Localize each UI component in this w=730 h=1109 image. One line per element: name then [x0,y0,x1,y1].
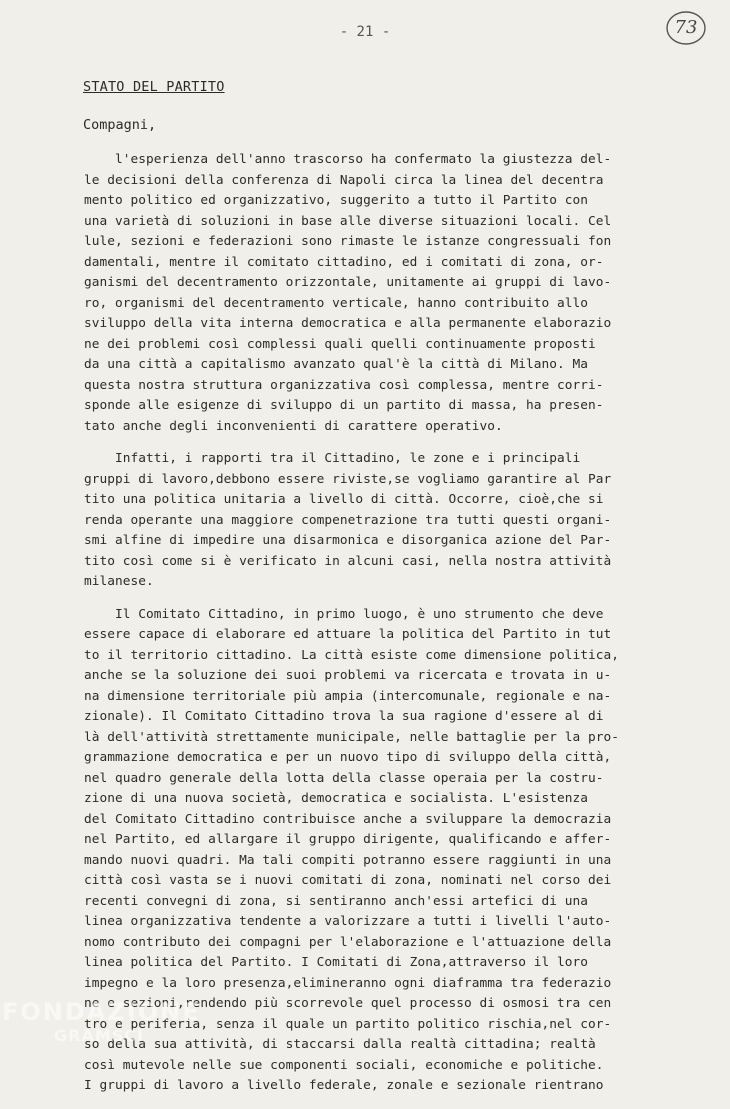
text-line: da una città a capitalismo avanzato qual'è la città di Milano. Ma [84,357,589,372]
watermark-line-1: FONDAZIONE [2,998,201,1026]
text-line: ne e sezioni,rendendo più scorrevole quel processo di osmosi tra cen [84,996,612,1011]
text-line: sviluppo della vita interna democratica e alla permanente elaborazio [84,316,612,331]
text-line: le decisioni della conferenza di Napoli circa la linea del decentra [84,172,604,188]
text-line: nel quadro generale della lotta della classe operaia per la costru- [84,770,604,786]
text-line: là dell'attività strettamente municipale, nelle battaglie per la pro- [84,729,620,745]
text-line: anche se la soluzione dei suoi problemi va ricercata e trovata in u- [84,668,612,683]
text-line: recenti convegni di zona, si sentiranno anch'essi artefici di una [84,893,589,909]
text-line: na dimensione territoriale più ampia (intercomunale, regionale e na- [84,688,612,704]
text-line: Il Comitato Cittadino, in primo luogo, è uno strumento che deve [84,606,604,622]
text-line: essere capace di elaborare ed attuare la politica del Partito in tut [84,627,612,642]
paragraph [84,150,684,437]
text-line: mento politico ed organizzativo, suggerito a tutto il Partito con [84,193,589,208]
text-line: tito una politica unitaria a livello di città. Occorre, cioè,che si [84,492,604,507]
text-line: tato anche degli inconvenienti di carattere operativo. [84,418,503,434]
text-line: so della sua attività, di staccarsi dalla realtà cittadina; realtà [84,1037,596,1052]
text-line: una varietà di soluzioni in base alle diverse situazioni locali. Cel [84,213,612,229]
text-line: damentali, mentre il comitato cittadino, ed i comitati di zona, or- [84,254,604,270]
section-title: STATO DEL PARTITO [83,79,225,95]
text-line: renda operante una maggiore compenetrazione tra tutti questi organi- [84,512,612,528]
text-line: tito così come si è verificato in alcuni casi, nella nostra attività [84,553,612,569]
annotation-number: 73 [674,17,698,38]
paragraph [84,449,684,593]
text-line: linea politica del Partito. I Comitati di Zona,attraverso il loro [84,955,589,970]
text-line: del Comitato Cittadino contribuisce anche a sviluppare la democrazia [84,811,612,827]
text-line: città così vasta se i nuovi comitati di zona, nominati nel corso dei [84,873,612,888]
text-line: ro, organismi del decentramento verticale, hanno contribuito allo [84,295,589,311]
text-line: mando nuovi quadri. Ma tali compiti potranno essere raggiunti in una [84,852,612,868]
text-line: milanese. [84,574,154,589]
page-number: - 21 - [339,24,391,40]
text-line: sponde alle esigenze di sviluppo di un partito di massa, ha presen- [84,398,604,413]
text-line: tro e periferia, senza il quale un partito politico rischia,nel cor- [84,1016,612,1032]
text-line: linea organizzativa tendente a valorizzare a tutti i livelli l'auto- [84,914,612,929]
text-line: nel Partito, ed allargare il gruppo dirigente, qualificando e affer- [84,832,612,847]
text-line: così mutevole nelle sue componenti sociali, economiche e politiche. [84,1057,604,1073]
text-line: ne dei problemi così complessi quali quelli continuamente proposti [84,336,596,352]
text-line: lule, sezioni e federazioni sono rimaste le istanze congressuali fon [84,234,612,249]
text-line: to il territorio cittadino. La città esiste come dimensione politica, [84,647,620,663]
text-line: grammazione democratica e per un nuovo tipo di sviluppo della città, [84,750,612,765]
text-line: zionale). Il Comitato Cittadino trova la sua ragione d'essere al di [84,709,604,724]
text-line: ganismi del decentramento orizzontale, unitamente ai gruppi di lavo- [84,275,612,290]
text-line: questa nostra struttura organizzativa così complessa, mentre corri- [84,377,604,393]
text-line: Infatti, i rapporti tra il Cittadino, le zone e i principali [84,451,581,466]
text-line: impegno e la loro presenza,elimineranno ogni diaframma tra federazio [84,975,612,991]
body-text [84,150,684,1109]
watermark-line-2: GRAMSCI [54,1026,144,1045]
text-line: zione di una nuova società, democratica e socialista. L'esistenza [84,791,589,806]
text-line: nomo contributo dei compagni per l'elaborazione e l'attuazione della [84,934,612,950]
archive-watermark [2,1000,202,1048]
text-line: gruppi di lavoro,debbono essere riviste,se vogliamo garantire al Par [84,471,612,487]
salutation: Compagni, [83,117,157,133]
text-line: I gruppi di lavoro a livello federale, zonale e sezionale rientrano [84,1078,604,1093]
handwritten-page-annotation [664,8,708,48]
text-line: smi alfine di impedire una disarmonica e disorganica azione del Par- [84,533,612,548]
text-line: l'esperienza dell'anno trascorso ha confermato la giustezza del- [84,152,612,167]
